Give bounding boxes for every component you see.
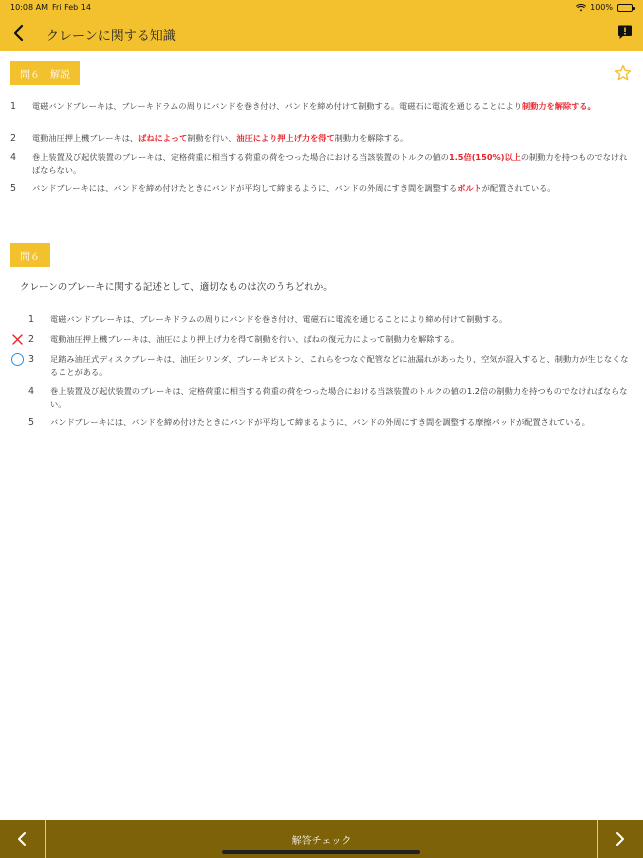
question-text: クレーンのブレーキに関する記述として、適切なものは次のうちどれか。 bbox=[20, 282, 333, 293]
wifi-icon bbox=[576, 4, 586, 12]
next-button[interactable] bbox=[597, 820, 643, 858]
explanation-item-text bbox=[32, 151, 635, 177]
status-right bbox=[576, 3, 633, 12]
choice-text: 巻上装置及び起伏装置のブレーキは、定格荷重に相当する荷重の荷をつった場合における当該装置のトルクの値の1.2倍の制動力を持つものでなければならない。 bbox=[50, 386, 628, 409]
status-time: 10:08 AM bbox=[10, 3, 48, 12]
bottom-bar bbox=[0, 820, 643, 858]
explanation-text: 電動油圧押上機ブレーキは、 bbox=[32, 133, 139, 143]
status-date: Fri Feb 14 bbox=[52, 3, 91, 12]
explanation-item-number: 2 bbox=[10, 133, 17, 144]
choice-mark bbox=[10, 353, 28, 366]
highlight-text: 油圧により押上げ力を得て bbox=[236, 133, 335, 143]
highlight-text: 制動力を解除する。 bbox=[521, 101, 596, 111]
choice-number: 1 bbox=[28, 314, 35, 325]
top-bar bbox=[0, 0, 643, 51]
choice-4[interactable] bbox=[10, 385, 635, 411]
choice-mark bbox=[10, 385, 28, 398]
choice-number: 2 bbox=[28, 334, 35, 345]
choice-3[interactable] bbox=[10, 353, 635, 379]
correct-mark-icon bbox=[11, 353, 24, 366]
question-tag: 問６ bbox=[10, 243, 50, 267]
explanation-item bbox=[10, 100, 635, 113]
explanation-item-text bbox=[32, 132, 635, 145]
explanation-tag: 問６ 解説 bbox=[10, 61, 80, 85]
choice-number: 4 bbox=[28, 386, 35, 397]
battery-percent: 100% bbox=[590, 3, 613, 12]
highlight-text: ボルト bbox=[457, 183, 482, 193]
choice-text: 電磁バンドブレーキは、ブレーキドラムの周りにバンドを巻き付け、電磁石に電流を通じることにより締め付けて制動する。 bbox=[50, 314, 508, 324]
choice-number: 5 bbox=[28, 417, 35, 428]
explanation-item-text bbox=[32, 100, 635, 113]
explanation-text: が配置されている。 bbox=[481, 183, 556, 193]
status-bar bbox=[0, 0, 643, 16]
explanation-text: 電磁バンドブレーキは、ブレーキドラムの周りにバンドを巻き付け、バンドを締め付けて制動する。電磁石に電流を通じることにより bbox=[32, 101, 522, 111]
home-indicator bbox=[222, 850, 420, 854]
choice-number: 3 bbox=[28, 354, 35, 365]
choice-mark bbox=[10, 416, 28, 429]
choice-text: 足踏み油圧式ディスクブレーキは、油圧シリンダ、ブレーキピストン、これらをつなぐ配管などに油漏れがあったり、空気が混入すると、制動力が生じなくなることがある。 bbox=[50, 354, 629, 377]
nav-bar bbox=[0, 16, 643, 51]
choice-text: 電動油圧押上機ブレーキは、油圧により押上げ力を得て制動を行い、ばねの復元力によって制動力を解除する。 bbox=[50, 334, 460, 344]
explanation-item-number: 4 bbox=[10, 152, 17, 163]
choice-5[interactable] bbox=[10, 416, 635, 429]
chevron-left-icon bbox=[16, 831, 28, 847]
highlight-text: ばねによって bbox=[138, 133, 188, 143]
highlight-text: 1.5倍(150%)以上 bbox=[449, 152, 521, 162]
choice-text: バンドブレーキには、バンドを締め付けたときにバンドが平均して締まるように、バンドの外周にすき間を調整する摩擦パッドが配置されている。 bbox=[50, 417, 590, 427]
explanation-text: バンドブレーキには、バンドを締め付けたときにバンドが平均して締まるように、バンドの外周にすき間を調整する bbox=[32, 183, 458, 193]
report-icon[interactable] bbox=[617, 24, 633, 40]
chevron-left-icon[interactable] bbox=[10, 23, 28, 43]
wrong-mark-icon bbox=[12, 334, 23, 345]
explanation-text: 制動力を解除する。 bbox=[334, 133, 409, 143]
star-icon[interactable] bbox=[614, 64, 632, 82]
explanation-item-number: 1 bbox=[10, 101, 17, 112]
choice-mark bbox=[10, 313, 28, 326]
prev-button[interactable] bbox=[0, 820, 46, 858]
explanation-item bbox=[10, 132, 635, 145]
explanation-item-text bbox=[32, 182, 635, 195]
explanation-item bbox=[10, 151, 635, 177]
chevron-right-icon bbox=[614, 831, 626, 847]
choice-1[interactable] bbox=[10, 313, 635, 326]
battery-icon bbox=[617, 4, 633, 12]
page-title: クレーンに関する知識 bbox=[46, 29, 176, 44]
choice-2[interactable] bbox=[10, 333, 635, 346]
choice-mark bbox=[10, 333, 28, 346]
check-answer-button[interactable]: 解答チェック bbox=[291, 835, 352, 847]
explanation-text: 巻上装置及び起伏装置のブレーキは、定格荷重に相当する荷重の荷をつった場合における当該装置のトルクの値の bbox=[32, 152, 449, 162]
explanation-text: の制動力を持つものでなければならない。 bbox=[32, 152, 628, 175]
explanation-item bbox=[10, 182, 635, 195]
explanation-item-number: 5 bbox=[10, 183, 17, 194]
explanation-text: 制動を行い、 bbox=[187, 133, 237, 143]
